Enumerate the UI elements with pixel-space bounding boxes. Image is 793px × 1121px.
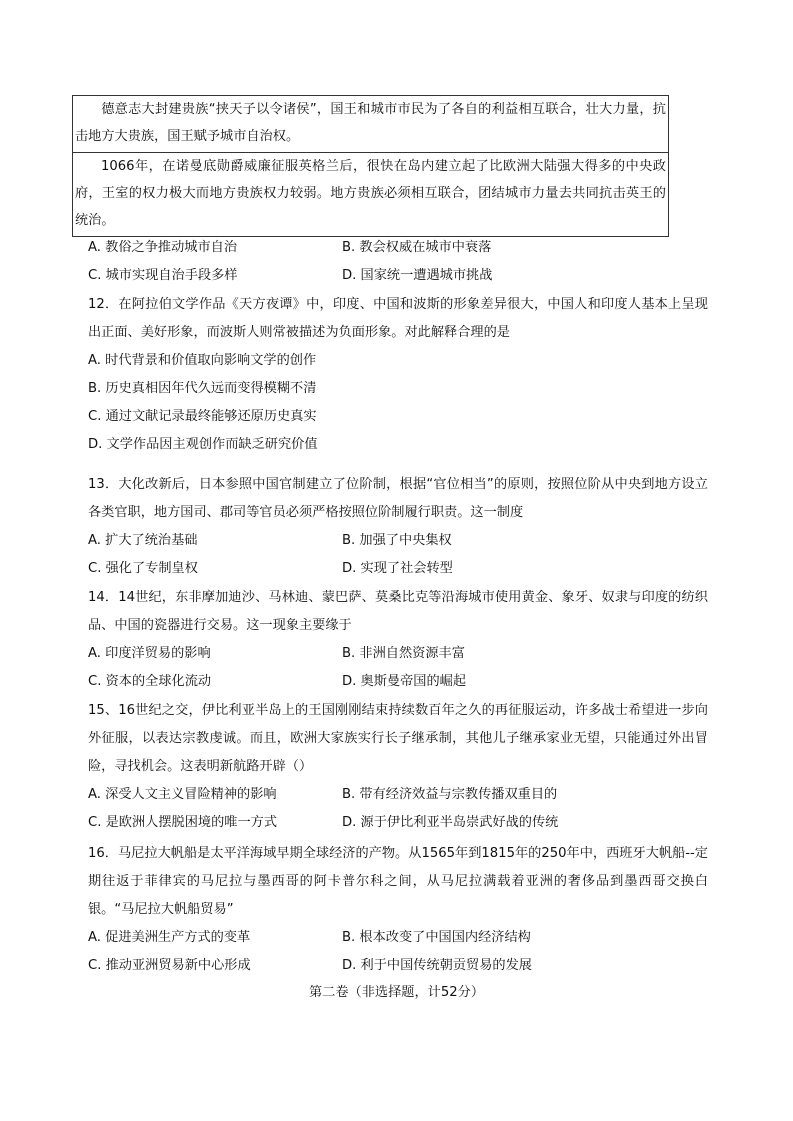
- options-grid: [88, 234, 708, 290]
- question-stem: 14．14世纪，东非摩加迪沙、马林迪、蒙巴萨、莫桑比克等沿海城市使用黄金、象牙、奴隶与印度的纺织品、中国的瓷器进行交易。这一现象主要缘于: [88, 590, 708, 633]
- question-16: [88, 840, 708, 980]
- option-d[interactable]: D. 利于中国传统朝贡贸易的发展: [342, 958, 532, 973]
- question-stem: 13．大化改新后，日本参照中国官制建立了位阶制，根据“官位相当”的原则，按照位阶从中央到地方设立各类官职，地方国司、郡司等官员必须严格按照位阶制履行职责。这一制度: [88, 477, 708, 520]
- options-grid: [88, 781, 708, 837]
- option-d[interactable]: D. 文学作品因主观创作而缺乏研究价值: [88, 437, 318, 452]
- option-b[interactable]: B. 根本改变了中国国内经济结构: [342, 930, 531, 945]
- option-b[interactable]: B. 历史真相因年代久远而变得模糊不清: [88, 381, 317, 396]
- question-15: [88, 697, 708, 837]
- option-c[interactable]: C. 强化了专制皇权: [88, 561, 198, 576]
- option-c[interactable]: C. 城市实现自治手段多样: [88, 268, 238, 283]
- option-a[interactable]: A. 深受人文主义冒险精神的影响: [88, 787, 277, 802]
- question-11-options: [88, 234, 708, 290]
- option-a[interactable]: A. 扩大了统治基础: [88, 533, 198, 548]
- question-13: [88, 471, 708, 583]
- question-stem: 15、16世纪之交，伊比利亚半岛上的王国刚刚结束持续数百年之久的再征服运动，许多战士希望进一步向外征服，以表达宗教虔诚。而且，欧洲大家族实行长子继承制，其他儿子继承家业无望，只能通过外出冒险，寻找机会。这表明新航路开辟（）: [88, 703, 708, 774]
- material-text: 1066年，在诺曼底勋爵威廉征服英格兰后，很快在岛内建立起了比欧洲大陆强大得多的中央政府，王室的权力极大而地方贵族权力较弱。地方贵族必须相互联合，团结城市力量去共同抗击英王的统治。: [75, 159, 666, 228]
- material-row-germany: [73, 96, 668, 152]
- material-row-england: [73, 152, 668, 236]
- option-b[interactable]: B. 教会权威在城市中衰落: [342, 240, 492, 255]
- option-c[interactable]: C. 推动亚洲贸易新中心形成: [88, 958, 251, 973]
- option-a[interactable]: A. 教俗之争推动城市自治: [88, 240, 238, 255]
- option-c[interactable]: C. 资本的全球化流动: [88, 674, 212, 689]
- option-a[interactable]: A. 促进美洲生产方式的变革: [88, 930, 251, 945]
- option-c[interactable]: C. 通过文献记录最终能够还原历史真实: [88, 409, 317, 424]
- materials-table: [72, 95, 669, 237]
- options-grid: [88, 924, 708, 980]
- material-text: 德意志大封建贵族“挟天子以令诸侯”，国王和城市市民为了各自的利益相互联合，壮大力量，抗击地方大贵族，国王赋予城市自治权。: [75, 102, 666, 144]
- option-d[interactable]: D. 实现了社会转型: [342, 561, 453, 576]
- question-stem: 12．在阿拉伯文学作品《天方夜谭》中，印度、中国和波斯的形象差异很大，中国人和印度人基本上呈现出正面、美好形象，而波斯人则常被描述为负面形象。对此解释合理的是: [88, 297, 708, 340]
- option-d[interactable]: D. 奥斯曼帝国的崛起: [342, 674, 467, 689]
- option-d[interactable]: D. 国家统一遭遇城市挑战: [342, 268, 493, 283]
- option-a[interactable]: A. 印度洋贸易的影响: [88, 646, 211, 661]
- option-c[interactable]: C. 是欧洲人摆脱困境的唯一方式: [88, 815, 278, 830]
- options-grid: [88, 640, 708, 696]
- question-12: [88, 291, 708, 459]
- option-b[interactable]: B. 非洲自然资源丰富: [342, 646, 465, 661]
- options-grid: [88, 527, 708, 583]
- option-d[interactable]: D. 源于伊比利亚半岛崇武好战的传统: [342, 815, 559, 830]
- question-stem: 16．马尼拉大帆船是太平洋海域早期全球经济的产物。从1565年到1815年的250年中，西班牙大帆船--定期往返于菲律宾的马尼拉与墨西哥的阿卡普尔科之间，从马尼拉满载着亚洲的奢侈品到墨西哥交换白银。“马尼拉大帆船贸易”: [88, 846, 708, 917]
- section-two-title: 第二卷（非选择题，计52分）: [308, 985, 485, 1000]
- question-14: [88, 584, 708, 696]
- option-b[interactable]: B. 加强了中央集权: [342, 533, 452, 548]
- options-list: [88, 347, 708, 459]
- option-a[interactable]: A. 时代背景和价值取向影响文学的创作: [88, 353, 317, 368]
- option-b[interactable]: B. 带有经济效益与宗教传播双重目的: [342, 787, 558, 802]
